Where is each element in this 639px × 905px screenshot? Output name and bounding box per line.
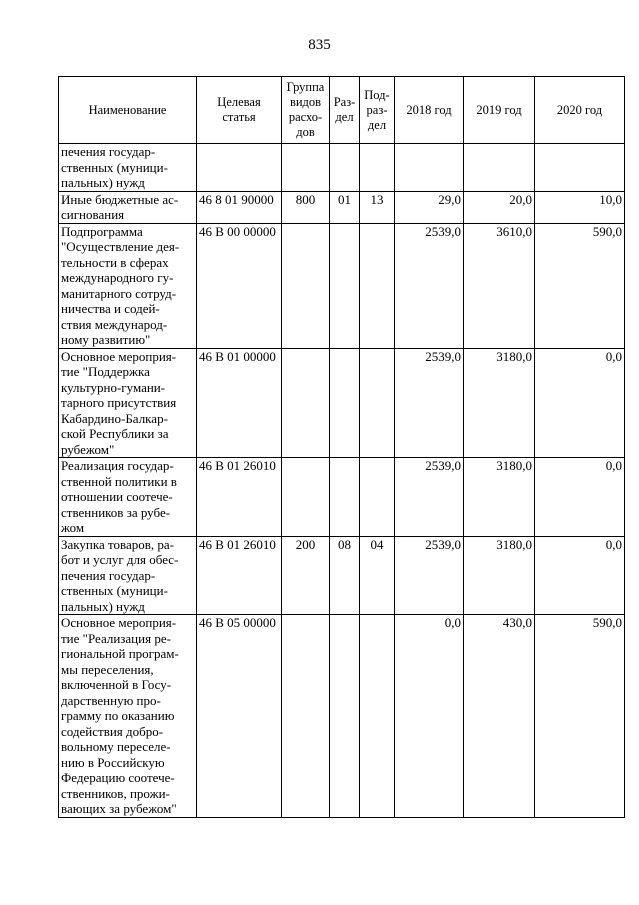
header-name: Наименование: [59, 77, 197, 144]
row-2019-cell: 3180,0: [464, 536, 535, 615]
row-name-line: вольному переселе-: [61, 739, 171, 754]
row-name-line: гиональной програм-: [61, 646, 179, 661]
row-target-cell: 46 8 01 90000: [197, 191, 282, 223]
row-2020-cell: 0,0: [535, 348, 625, 458]
row-name-line: ственных (муници-: [61, 583, 168, 598]
row-name-line: тарного присутствия: [61, 395, 177, 410]
table-row: [59, 144, 625, 192]
row-section-cell: 01: [330, 191, 360, 223]
row-section-cell: [330, 615, 360, 818]
table-row: [59, 223, 625, 348]
row-name-line: сигнования: [61, 207, 125, 222]
header-subsection: Под- раз- дел: [360, 77, 395, 144]
row-2019-cell: 430,0: [464, 615, 535, 818]
row-group-cell: 800: [282, 191, 330, 223]
row-name-line: включенной в Госу-: [61, 677, 172, 692]
row-group-cell: [282, 223, 330, 348]
row-name-line: Закупка товаров, ра-: [61, 536, 174, 552]
row-name-line: Реализация государ-: [61, 458, 174, 473]
row-2020-cell: 0,0: [535, 536, 625, 615]
row-name-line: тие "Поддержка: [61, 364, 150, 379]
budget-table: [58, 76, 625, 818]
row-name-line: "Осуществление дея-: [61, 239, 180, 254]
row-name-cell: [59, 348, 197, 458]
row-name-line: культурно-гумани-: [61, 379, 166, 395]
table-row: [59, 191, 625, 223]
table-row: [59, 348, 625, 458]
row-2018-cell: 2539,0: [395, 348, 464, 458]
row-name-line: тие "Реализация ре-: [61, 630, 171, 646]
row-2020-cell: 10,0: [535, 191, 625, 223]
row-group-cell: [282, 458, 330, 537]
row-2019-cell: 3610,0: [464, 223, 535, 348]
row-subsection-cell: [360, 615, 395, 818]
row-name-line: нию в Российскую: [61, 754, 165, 770]
table-row: [59, 536, 625, 615]
row-2019-cell: [464, 144, 535, 192]
row-name-cell: [59, 458, 197, 537]
header-2020: 2020 год: [535, 77, 625, 144]
row-section-cell: [330, 223, 360, 348]
row-2018-cell: 0,0: [395, 615, 464, 818]
row-2019-cell: 3180,0: [464, 348, 535, 458]
row-name-line: тельности в сферах: [61, 254, 169, 270]
row-name-line: Основное мероприя-: [61, 348, 177, 364]
row-name-line: грамму по оказанию: [61, 708, 175, 723]
row-2018-cell: 2539,0: [395, 223, 464, 348]
row-2019-cell: 3180,0: [464, 458, 535, 537]
row-name-cell: [59, 191, 197, 223]
row-name-line: ственников, прожи-: [61, 785, 170, 801]
table-body: [59, 144, 625, 818]
row-name-line: ственников за рубе-: [61, 504, 171, 520]
header-group: Группа видов расхо- дов: [282, 77, 330, 144]
row-section-cell: [330, 348, 360, 458]
row-2020-cell: 590,0: [535, 615, 625, 818]
header-2018: 2018 год: [395, 77, 464, 144]
row-name-cell: [59, 223, 197, 348]
row-name-line: вающих за рубежом": [61, 801, 177, 816]
row-group-cell: [282, 348, 330, 458]
row-subsection-cell: [360, 458, 395, 537]
row-name-line: Основное мероприя-: [61, 615, 177, 630]
row-subsection-cell: 13: [360, 191, 395, 223]
row-group-cell: [282, 615, 330, 818]
row-name-line: международного гу-: [61, 270, 174, 285]
row-section-cell: 08: [330, 536, 360, 615]
row-name-line: ничества и содей-: [61, 301, 160, 316]
row-2020-cell: [535, 144, 625, 192]
row-name-cell: [59, 615, 197, 818]
row-target-cell: 46 В 00 00000: [197, 223, 282, 348]
row-name-line: ственной политики в: [61, 473, 177, 489]
table-row: [59, 458, 625, 537]
row-name-cell: [59, 536, 197, 615]
row-section-cell: [330, 458, 360, 537]
header-2019: 2019 год: [464, 77, 535, 144]
row-name-line: ствия международ-: [61, 316, 168, 332]
row-name-cell: [59, 144, 197, 192]
row-2018-cell: [395, 144, 464, 192]
row-2020-cell: 590,0: [535, 223, 625, 348]
row-name-line: Кабардино-Балкар-: [61, 410, 168, 426]
row-name-line: ской Республики за: [61, 426, 169, 441]
table-row: [59, 615, 625, 818]
row-subsection-cell: [360, 144, 395, 192]
row-2018-cell: 2539,0: [395, 536, 464, 615]
row-name-line: дарственную про-: [61, 692, 161, 708]
row-target-cell: 46 В 05 00000: [197, 615, 282, 818]
row-subsection-cell: 04: [360, 536, 395, 615]
header-target: Целевая статья: [197, 77, 282, 144]
row-target-cell: 46 В 01 00000: [197, 348, 282, 458]
row-name-line: пальных) нужд: [61, 175, 145, 190]
row-name-line: печения государ-: [61, 567, 156, 583]
row-2018-cell: 29,0: [395, 191, 464, 223]
row-name-line: содействия добро-: [61, 723, 164, 739]
row-name-line: рубежом": [61, 441, 115, 457]
row-name-line: Иные бюджетные ас-: [61, 191, 179, 207]
row-group-cell: 200: [282, 536, 330, 615]
row-group-cell: [282, 144, 330, 192]
header-row: [59, 77, 625, 144]
page-number: 835: [308, 37, 331, 53]
row-name-line: Федерацию соотече-: [61, 770, 175, 785]
row-2018-cell: 2539,0: [395, 458, 464, 537]
row-name-line: печения государ-: [61, 144, 156, 159]
row-name-line: пальных) нужд: [61, 598, 145, 614]
row-subsection-cell: [360, 223, 395, 348]
row-subsection-cell: [360, 348, 395, 458]
row-section-cell: [330, 144, 360, 192]
row-name-line: жом: [61, 520, 85, 535]
row-name-line: отношении соотече-: [61, 489, 173, 504]
row-2020-cell: 0,0: [535, 458, 625, 537]
row-name-line: бот и услуг для обес-: [61, 552, 179, 567]
row-name-line: мы переселения,: [61, 661, 154, 677]
row-name-line: манитарного сотруд-: [61, 285, 177, 301]
row-name-line: ственных (муници-: [61, 159, 168, 175]
row-target-cell: [197, 144, 282, 192]
row-2019-cell: 20,0: [464, 191, 535, 223]
row-target-cell: 46 В 01 26010: [197, 458, 282, 537]
header-section: Раз- дел: [330, 77, 360, 144]
row-target-cell: 46 В 01 26010: [197, 536, 282, 615]
row-name-line: ному развитию": [61, 332, 151, 347]
row-name-line: Подпрограмма: [61, 223, 143, 239]
